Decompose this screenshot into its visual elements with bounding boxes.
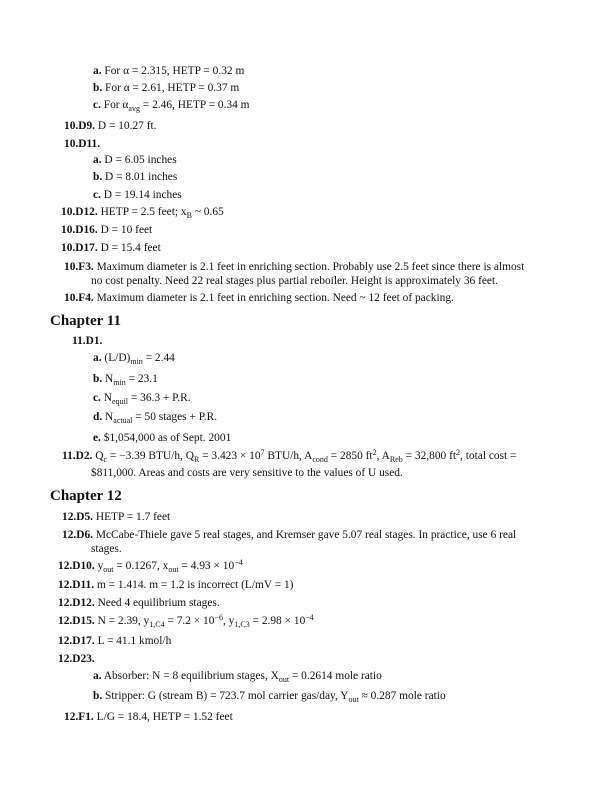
answer-line bbox=[93, 353, 175, 364]
subscript: out bbox=[103, 565, 114, 574]
answer-line bbox=[58, 598, 220, 609]
answer-line bbox=[91, 544, 122, 555]
superscript: 2 bbox=[372, 448, 377, 457]
answer-line bbox=[72, 336, 102, 347]
answer-text: = 7.2 × 10 bbox=[164, 615, 215, 627]
answer-line bbox=[61, 207, 224, 218]
answer-line bbox=[91, 468, 403, 479]
answer-line bbox=[64, 293, 454, 304]
answer-label: b. bbox=[93, 373, 103, 385]
subscript: out bbox=[168, 565, 179, 574]
subscript: min bbox=[130, 357, 143, 366]
superscript: −4 bbox=[305, 613, 314, 622]
superscript: 7 bbox=[260, 448, 265, 457]
answer-text: BTU/h, A bbox=[264, 450, 313, 462]
answer-text: = 3.423 × 10 bbox=[199, 450, 261, 462]
answer-text: $1,054,000 as of Sept. 2001 bbox=[103, 432, 232, 444]
answer-line bbox=[93, 412, 217, 423]
subscript: out bbox=[278, 675, 290, 684]
answer-line bbox=[62, 512, 170, 523]
superscript: 2 bbox=[456, 448, 461, 457]
answer-label: 12.F1. bbox=[64, 711, 94, 723]
answer-text: m = 1.414. m = 1.2 is incorrect (L/mV = 1) bbox=[96, 579, 294, 591]
answer-line bbox=[93, 190, 182, 201]
answer-label: 12.D23. bbox=[58, 653, 95, 665]
answer-text: = 0.1267, x bbox=[113, 560, 169, 572]
answer-label: 10.F3. bbox=[64, 261, 94, 273]
subscript: equil bbox=[112, 397, 128, 406]
answer-text: stages. bbox=[91, 543, 122, 555]
answer-label: a. bbox=[93, 670, 102, 682]
subscript: out bbox=[348, 695, 359, 704]
answer-text: Absorber: N = 8 equilibrium stages, X bbox=[103, 670, 279, 682]
answer-label: 10.D11. bbox=[64, 138, 101, 150]
answer-line bbox=[62, 448, 517, 464]
answer-label: 10.D16. bbox=[61, 224, 98, 236]
superscript: −6 bbox=[214, 613, 223, 622]
answer-line bbox=[93, 393, 191, 404]
answer-label: b. bbox=[93, 82, 103, 94]
answer-text: D = 10 feet bbox=[100, 224, 153, 236]
answer-line bbox=[93, 671, 382, 682]
answer-text: = 4.93 × 10 bbox=[178, 560, 235, 572]
subscript: cond bbox=[312, 455, 328, 464]
answer-text: McCabe-Thiele gave 5 real stages, and Kremser gave 5.07 real stages. In practice, use 6 real bbox=[95, 529, 517, 541]
answer-label: 12.D5. bbox=[62, 511, 94, 523]
answer-line bbox=[93, 433, 231, 444]
answer-line bbox=[58, 558, 243, 574]
answer-line bbox=[62, 530, 516, 541]
answer-label: a. bbox=[93, 154, 102, 166]
answer-line bbox=[64, 121, 157, 132]
answer-label: 12.D15. bbox=[58, 615, 95, 627]
answer-label: a. bbox=[93, 65, 102, 77]
answer-line bbox=[58, 580, 293, 591]
answer-text: D = 6.05 inches bbox=[104, 154, 177, 166]
answer-text: N bbox=[103, 392, 112, 404]
answer-label: a. bbox=[93, 352, 102, 364]
subscript: avg bbox=[128, 104, 140, 113]
answer-text: Maximum diameter is 2.1 feet in enriching section. Probably use 2.5 feet since there is almost bbox=[96, 261, 525, 273]
answer-text: ~ 0.65 bbox=[191, 206, 224, 218]
answer-line bbox=[58, 654, 95, 665]
answer-label: c. bbox=[93, 99, 101, 111]
answer-text: = 2.44 bbox=[142, 352, 175, 364]
answer-label: 12.D10. bbox=[58, 560, 95, 572]
answer-text: , total cost = bbox=[460, 450, 517, 462]
answer-text: = 2.46, HETP = 0.34 m bbox=[139, 99, 250, 111]
answer-text: ≈ 0.287 mole ratio bbox=[358, 690, 446, 702]
answer-label: c. bbox=[93, 392, 101, 404]
answer-line bbox=[93, 691, 446, 702]
answer-line bbox=[93, 83, 239, 94]
answer-label: 10.F4. bbox=[64, 292, 94, 304]
answer-line bbox=[61, 225, 152, 236]
answer-line bbox=[93, 155, 177, 166]
answer-text: L/G = 18.4, HETP = 1.52 feet bbox=[96, 711, 233, 723]
subscript: c bbox=[103, 455, 108, 464]
answer-label: 10.D17. bbox=[61, 242, 98, 254]
answer-text: $811,000. Areas and costs are very sensitive to the values of U used. bbox=[91, 467, 403, 479]
answer-line bbox=[61, 243, 161, 254]
answer-label: 11.D2. bbox=[62, 450, 93, 462]
answer-label: 11.D1. bbox=[72, 335, 103, 347]
answer-text: D = 10.27 ft. bbox=[97, 120, 157, 132]
answer-text: y bbox=[97, 560, 104, 572]
answer-line bbox=[93, 66, 244, 77]
answer-line bbox=[93, 172, 177, 183]
answer-line bbox=[93, 374, 158, 385]
answer-text: = 23.1 bbox=[125, 373, 158, 385]
answer-label: 10.D12. bbox=[61, 206, 98, 218]
answer-label: 12.D6. bbox=[62, 529, 94, 541]
answer-text: HETP = 1.7 feet bbox=[95, 511, 171, 523]
answer-text: = 2850 ft bbox=[327, 450, 373, 462]
answer-text: D = 8.01 inches bbox=[105, 171, 178, 183]
answer-text: , A bbox=[376, 450, 390, 462]
answer-line bbox=[93, 100, 250, 111]
answer-text: L = 41.1 kmol/h bbox=[97, 635, 172, 647]
answer-text: D = 15.4 feet bbox=[100, 242, 161, 254]
answer-line bbox=[58, 613, 314, 629]
answer-label: b. bbox=[93, 690, 103, 702]
answer-line bbox=[64, 139, 100, 150]
answer-text: (L/D) bbox=[104, 352, 131, 364]
subscript: 1,C3 bbox=[234, 620, 250, 629]
answer-label: e. bbox=[93, 432, 101, 444]
answer-text: Q bbox=[95, 450, 104, 462]
answer-text: = 50 stages + P.R. bbox=[132, 411, 218, 423]
answer-label: 12.D17. bbox=[58, 635, 95, 647]
answer-text: N bbox=[105, 373, 114, 385]
subscript: actual bbox=[113, 416, 133, 425]
answer-text: = 32,800 ft bbox=[402, 450, 457, 462]
answer-text: For α bbox=[103, 99, 129, 111]
chapter-11-heading: Chapter 11 bbox=[50, 313, 121, 329]
subscript: Reb bbox=[389, 455, 403, 464]
answer-text: = −3.39 BTU/h, Q bbox=[107, 450, 194, 462]
subscript: min bbox=[113, 378, 126, 387]
chapter-12-heading: Chapter 12 bbox=[50, 488, 122, 504]
answer-text: HETP = 2.5 feet; x bbox=[100, 206, 187, 218]
answer-line bbox=[64, 262, 524, 273]
answer-label: 12.D11. bbox=[58, 579, 95, 591]
answer-label: d. bbox=[93, 411, 103, 423]
answer-label: 12.D12. bbox=[58, 597, 95, 609]
answer-line bbox=[91, 276, 498, 287]
superscript: −4 bbox=[234, 558, 243, 567]
answer-line bbox=[58, 636, 171, 647]
answer-text: , y bbox=[222, 615, 235, 627]
answer-text: Stripper: G (stream B) = 723.7 mol carrier gas/day, Y bbox=[105, 690, 349, 702]
answer-label: b. bbox=[93, 171, 103, 183]
answer-label: c. bbox=[93, 189, 101, 201]
answer-text: For α = 2.61, HETP = 0.37 m bbox=[105, 82, 240, 94]
subscript: B bbox=[186, 211, 192, 220]
subscript: R bbox=[193, 455, 200, 464]
answer-text: = 36.3 + P.R. bbox=[128, 392, 191, 404]
answer-text: N = 2.39, y bbox=[97, 615, 150, 627]
answer-label: 10.D9. bbox=[64, 120, 96, 132]
subscript: 1,C4 bbox=[149, 620, 165, 629]
answer-text: Maximum diameter is 2.1 feet in enriching section. Need ~ 12 feet of packing. bbox=[96, 292, 454, 304]
answer-text: = 0.2614 mole ratio bbox=[289, 670, 382, 682]
answer-text: Need 4 equilibrium stages. bbox=[97, 597, 220, 609]
answer-text: For α = 2.315, HETP = 0.32 m bbox=[104, 65, 245, 77]
answer-text: N bbox=[105, 411, 114, 423]
answer-line bbox=[64, 712, 233, 723]
answer-text: = 2.98 × 10 bbox=[249, 615, 306, 627]
answer-text: D = 19.14 inches bbox=[103, 189, 182, 201]
answer-text: no cost penalty. Need 22 real stages plus partial reboiler. Height is approximately 36 feet. bbox=[91, 275, 498, 287]
